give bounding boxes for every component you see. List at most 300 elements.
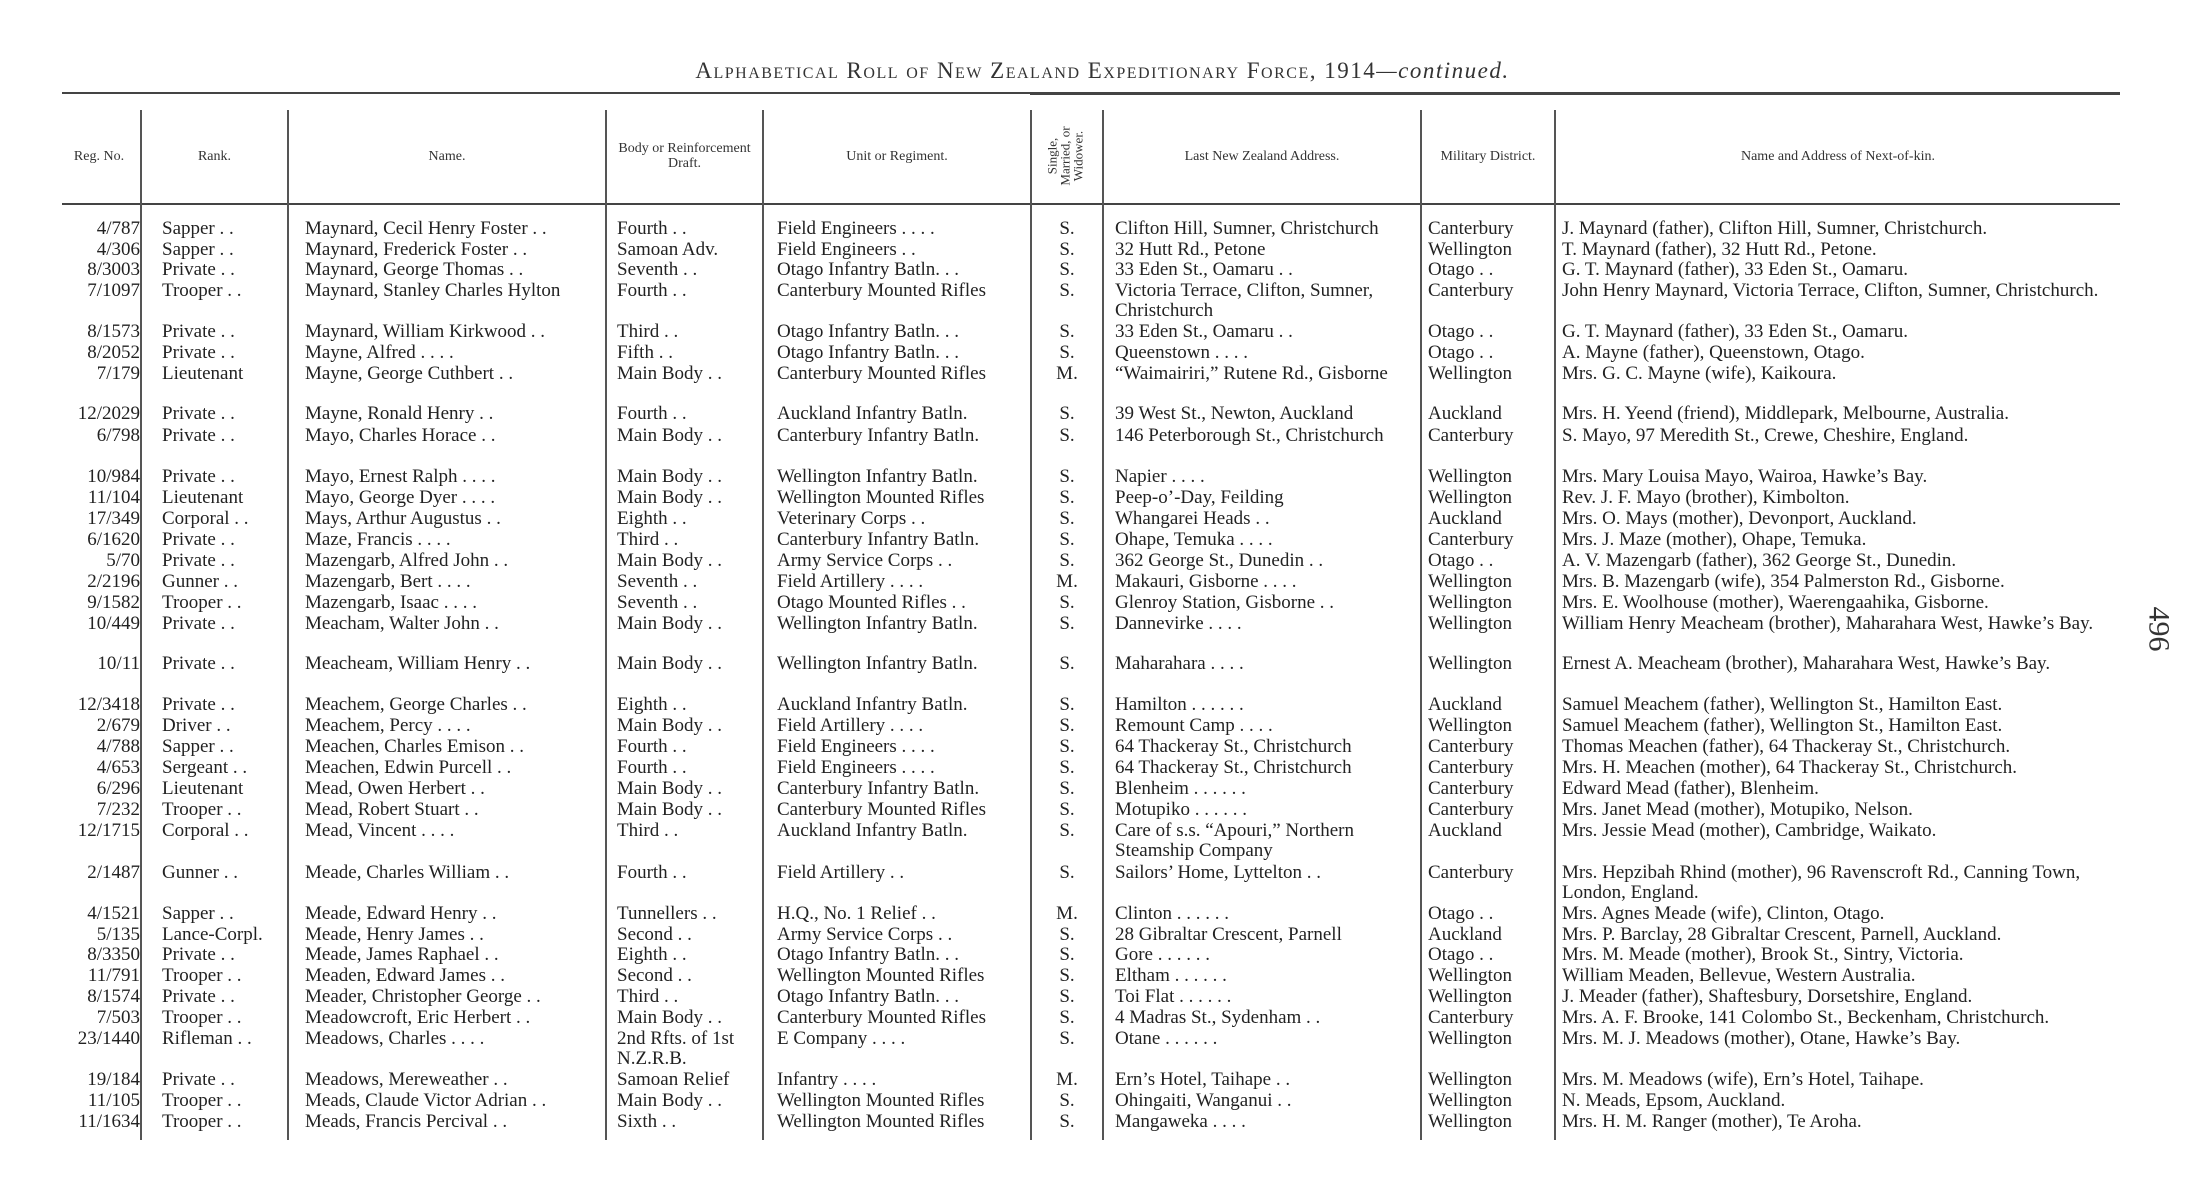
cell-unit: Canterbury Infantry Batln. bbox=[777, 529, 980, 550]
cell-reg-no: 5/135 bbox=[96, 924, 140, 945]
cell-marital-status: S. bbox=[1059, 508, 1075, 529]
cell-district: Auckland bbox=[1428, 508, 1502, 529]
cell-address: Napier . . . . bbox=[1115, 466, 1205, 487]
cell-next-of-kin: Mrs. Hepzibah Rhind (mother), 96 Ravenscroft Rd., Canning Town, London, England. bbox=[1562, 862, 2085, 903]
header-rank: Rank. bbox=[197, 148, 232, 164]
cell-reg-no: 11/1634 bbox=[78, 1111, 140, 1132]
cell-body-draft: Seventh . . bbox=[617, 592, 698, 613]
cell-reg-no: 10/11 bbox=[97, 653, 140, 674]
cell-body-draft: Eighth . . bbox=[617, 694, 687, 715]
cell-marital-status: S. bbox=[1059, 321, 1075, 342]
cell-body-draft: Main Body . . bbox=[617, 778, 723, 799]
cell-name: Mayo, Charles Horace . . bbox=[305, 425, 496, 446]
cell-next-of-kin: Mrs. B. Mazengarb (wife), 354 Palmerston Rd., Gisborne. bbox=[1562, 571, 2005, 592]
cell-next-of-kin: S. Mayo, 97 Meredith St., Crewe, Cheshire, England. bbox=[1562, 425, 1969, 446]
cell-rank: Gunner . . bbox=[162, 571, 238, 592]
cell-rank: Trooper . . bbox=[162, 965, 242, 986]
cell-rank: Driver . . bbox=[162, 715, 231, 736]
page-title-suffix: —continued. bbox=[1376, 58, 1510, 83]
cell-district: Canterbury bbox=[1428, 218, 1514, 239]
cell-next-of-kin: A. V. Mazengarb (father), 362 George St., Dunedin. bbox=[1562, 550, 1957, 571]
cell-name: Meade, James Raphael . . bbox=[305, 944, 499, 965]
cell-reg-no: 7/1097 bbox=[87, 280, 140, 301]
cell-body-draft: Third . . bbox=[617, 321, 679, 342]
cell-marital-status: S. bbox=[1059, 820, 1075, 841]
cell-marital-status: S. bbox=[1059, 342, 1075, 363]
cell-district: Canterbury bbox=[1428, 1007, 1514, 1028]
cell-address: Makauri, Gisborne . . . . bbox=[1115, 571, 1297, 592]
cell-address: Blenheim . . . . . . bbox=[1115, 778, 1246, 799]
cell-body-draft: Fourth . . bbox=[617, 757, 687, 778]
cell-next-of-kin: Samuel Meachem (father), Wellington St., Hamilton East. bbox=[1562, 694, 2003, 715]
cell-next-of-kin: Mrs. M. Meade (mother), Brook St., Sintry, Victoria. bbox=[1562, 944, 1964, 965]
cell-next-of-kin: Mrs. H. Meachen (mother), 64 Thackeray St., Christchurch. bbox=[1562, 757, 2017, 778]
cell-name: Mayo, George Dyer . . . . bbox=[305, 487, 496, 508]
cell-district: Otago . . bbox=[1428, 342, 1494, 363]
cell-address: Remount Camp . . . . bbox=[1115, 715, 1273, 736]
cell-body-draft: Main Body . . bbox=[617, 425, 723, 446]
cell-body-draft: Main Body . . bbox=[617, 487, 723, 508]
cell-district: Auckland bbox=[1428, 820, 1502, 841]
cell-rank: Sapper . . bbox=[162, 736, 234, 757]
cell-next-of-kin: Thomas Meachen (father), 64 Thackeray St., Christchurch. bbox=[1562, 736, 2011, 757]
cell-next-of-kin: Mrs. G. C. Mayne (wife), Kaikoura. bbox=[1562, 363, 1837, 384]
header-status-text: Single, Married, or Widower. bbox=[1044, 126, 1086, 186]
cell-unit: Wellington Mounted Rifles bbox=[777, 965, 985, 986]
cell-reg-no: 19/184 bbox=[87, 1069, 140, 1090]
cell-name: Mayo, Ernest Ralph . . . . bbox=[305, 466, 496, 487]
cell-address: Eltham . . . . . . bbox=[1115, 965, 1227, 986]
cell-marital-status: S. bbox=[1059, 487, 1075, 508]
cell-district: Otago . . bbox=[1428, 259, 1494, 280]
cell-next-of-kin: Mrs. J. Maze (mother), Ohape, Temuka. bbox=[1562, 529, 1867, 550]
cell-rank: Private . . bbox=[162, 403, 235, 424]
cell-name: Meade, Charles William . . bbox=[305, 862, 510, 883]
cell-reg-no: 7/503 bbox=[96, 1007, 140, 1028]
cell-marital-status: S. bbox=[1059, 218, 1075, 239]
cell-next-of-kin: Mrs. P. Barclay, 28 Gibraltar Crescent, Parnell, Auckland. bbox=[1562, 924, 2002, 945]
cell-marital-status: S. bbox=[1059, 965, 1075, 986]
cell-district: Canterbury bbox=[1428, 778, 1514, 799]
cell-marital-status: M. bbox=[1056, 363, 1078, 384]
cell-address: 146 Peterborough St., Christchurch bbox=[1115, 425, 1384, 446]
cell-district: Wellington bbox=[1428, 239, 1512, 260]
cell-rank: Rifleman . . bbox=[162, 1028, 252, 1049]
cell-marital-status: S. bbox=[1059, 280, 1075, 301]
cell-name: Mead, Robert Stuart . . bbox=[305, 799, 479, 820]
cell-next-of-kin: Mrs. E. Woolhouse (mother), Waerengaahika, Gisborne. bbox=[1562, 592, 1989, 613]
cell-district: Wellington bbox=[1428, 1090, 1512, 1111]
cell-district: Otago . . bbox=[1428, 321, 1494, 342]
cell-district: Wellington bbox=[1428, 1111, 1512, 1132]
cell-name: Meaden, Edward James . . bbox=[305, 965, 505, 986]
cell-body-draft: Samoan Adv. bbox=[617, 239, 719, 260]
cell-name: Mazengarb, Bert . . . . bbox=[305, 571, 471, 592]
cell-reg-no: 7/179 bbox=[96, 363, 140, 384]
cell-rank: Private . . bbox=[162, 259, 235, 280]
cell-marital-status: S. bbox=[1059, 425, 1075, 446]
cell-unit: Field Artillery . . . . bbox=[777, 715, 924, 736]
cell-marital-status: S. bbox=[1059, 862, 1075, 883]
cell-district: Canterbury bbox=[1428, 425, 1514, 446]
cell-address: Maharahara . . . . bbox=[1115, 653, 1244, 674]
cell-district: Otago . . bbox=[1428, 903, 1494, 924]
cell-reg-no: 17/349 bbox=[87, 508, 140, 529]
cell-reg-no: 2/679 bbox=[96, 715, 140, 736]
cell-address: Otane . . . . . . bbox=[1115, 1028, 1218, 1049]
cell-body-draft: Eighth . . bbox=[617, 508, 687, 529]
cell-reg-no: 10/449 bbox=[87, 613, 140, 634]
cell-unit: Canterbury Mounted Rifles bbox=[777, 280, 986, 301]
cell-body-draft: Sixth . . bbox=[617, 1111, 677, 1132]
cell-district: Auckland bbox=[1428, 694, 1502, 715]
cell-rank: Private . . bbox=[162, 944, 235, 965]
cell-rank: Trooper . . bbox=[162, 1007, 242, 1028]
cell-reg-no: 6/1620 bbox=[87, 529, 140, 550]
cell-unit: Otago Infantry Batln. . . bbox=[777, 321, 960, 342]
cell-name: Mazengarb, Isaac . . . . bbox=[305, 592, 477, 613]
cell-address: Ohape, Temuka . . . . bbox=[1115, 529, 1273, 550]
cell-next-of-kin: Mrs. A. F. Brooke, 141 Colombo St., Beckenham, Christchurch. bbox=[1562, 1007, 2050, 1028]
cell-name: Meachem, George Charles . . bbox=[305, 694, 527, 715]
cell-name: Mazengarb, Alfred John . . bbox=[305, 550, 509, 571]
cell-marital-status: S. bbox=[1059, 924, 1075, 945]
cell-next-of-kin: Mrs. Janet Mead (mother), Motupiko, Nelson. bbox=[1562, 799, 1913, 820]
cell-body-draft: Main Body . . bbox=[617, 799, 723, 820]
cell-address: “Waimairiri,” Rutene Rd., Gisborne bbox=[1115, 363, 1388, 384]
cell-unit: Canterbury Mounted Rifles bbox=[777, 363, 986, 384]
cell-rank: Private . . bbox=[162, 529, 235, 550]
cell-address: Dannevirke . . . . bbox=[1115, 613, 1242, 634]
cell-unit: Veterinary Corps . . bbox=[777, 508, 926, 529]
cell-unit: Auckland Infantry Batln. bbox=[777, 694, 968, 715]
cell-reg-no: 7/232 bbox=[96, 799, 140, 820]
cell-name: Meade, Edward Henry . . bbox=[305, 903, 497, 924]
cell-district: Canterbury bbox=[1428, 757, 1514, 778]
cell-body-draft: Main Body . . bbox=[617, 1090, 723, 1111]
cell-rank: Trooper . . bbox=[162, 1090, 242, 1111]
cell-name: Mays, Arthur Augustus . . bbox=[305, 508, 501, 529]
cell-marital-status: S. bbox=[1059, 944, 1075, 965]
cell-address: 39 West St., Newton, Auckland bbox=[1115, 403, 1354, 424]
cell-body-draft: Fourth . . bbox=[617, 403, 687, 424]
cell-name: Meade, Henry James . . bbox=[305, 924, 484, 945]
cell-next-of-kin: Rev. J. F. Mayo (brother), Kimbolton. bbox=[1562, 487, 1850, 508]
cell-rank: Private . . bbox=[162, 694, 235, 715]
cell-name: Mayne, Alfred . . . . bbox=[305, 342, 454, 363]
cell-address: 33 Eden St., Oamaru . . bbox=[1115, 259, 1293, 280]
cell-marital-status: S. bbox=[1059, 550, 1075, 571]
header-body-draft: Body or Reinforcement Draft. bbox=[618, 141, 751, 171]
cell-rank: Lieutenant bbox=[162, 778, 244, 799]
cell-rank: Sapper . . bbox=[162, 239, 234, 260]
cell-name: Meadows, Mereweather . . bbox=[305, 1069, 508, 1090]
cell-address: 4 Madras St., Sydenham . . bbox=[1115, 1007, 1321, 1028]
cell-marital-status: S. bbox=[1059, 239, 1075, 260]
header-kin: Name and Address of Next-of-kin. bbox=[1740, 148, 1935, 164]
cell-unit: Wellington Infantry Batln. bbox=[777, 653, 978, 674]
cell-rank: Private . . bbox=[162, 550, 235, 571]
cell-body-draft: Seventh . . bbox=[617, 571, 698, 592]
cell-marital-status: M. bbox=[1056, 1069, 1078, 1090]
header-district: Military District. bbox=[1440, 148, 1536, 164]
cell-district: Wellington bbox=[1428, 613, 1512, 634]
cell-name: Maynard, Cecil Henry Foster . . bbox=[305, 218, 547, 239]
cell-district: Auckland bbox=[1428, 403, 1502, 424]
cell-marital-status: S. bbox=[1059, 757, 1075, 778]
cell-address: Sailors’ Home, Lyttelton . . bbox=[1115, 862, 1321, 883]
cell-body-draft: Seventh . . bbox=[617, 259, 698, 280]
cell-unit: Wellington Mounted Rifles bbox=[777, 1090, 985, 1111]
cell-reg-no: 4/787 bbox=[96, 218, 140, 239]
cell-address: 32 Hutt Rd., Petone bbox=[1115, 239, 1266, 260]
cell-body-draft: Main Body . . bbox=[617, 550, 723, 571]
cell-reg-no: 6/296 bbox=[96, 778, 140, 799]
cell-unit: Canterbury Infantry Batln. bbox=[777, 778, 980, 799]
cell-name: Meads, Francis Percival . . bbox=[305, 1111, 508, 1132]
cell-reg-no: 4/788 bbox=[96, 736, 140, 757]
cell-body-draft: Main Body . . bbox=[617, 466, 723, 487]
cell-marital-status: S. bbox=[1059, 403, 1075, 424]
cell-marital-status: S. bbox=[1059, 986, 1075, 1007]
cell-address: Motupiko . . . . . . bbox=[1115, 799, 1247, 820]
cell-body-draft: Third . . bbox=[617, 986, 679, 1007]
cell-district: Wellington bbox=[1428, 653, 1512, 674]
cell-marital-status: M. bbox=[1056, 903, 1078, 924]
cell-rank: Private . . bbox=[162, 342, 235, 363]
cell-rank: Lance-Corpl. bbox=[162, 924, 263, 945]
cell-body-draft: Eighth . . bbox=[617, 944, 687, 965]
cell-next-of-kin: J. Meader (father), Shaftesbury, Dorsetshire, England. bbox=[1562, 986, 1973, 1007]
cell-reg-no: 12/1715 bbox=[77, 820, 140, 841]
cell-name: Maynard, Frederick Foster . . bbox=[305, 239, 528, 260]
cell-district: Wellington bbox=[1428, 487, 1512, 508]
cell-reg-no: 10/984 bbox=[87, 466, 140, 487]
cell-next-of-kin: Mrs. Agnes Meade (wife), Clinton, Otago. bbox=[1562, 903, 1885, 924]
cell-rank: Sapper . . bbox=[162, 218, 234, 239]
cell-marital-status: S. bbox=[1059, 259, 1075, 280]
cell-next-of-kin: G. T. Maynard (father), 33 Eden St., Oamaru. bbox=[1562, 259, 1908, 280]
cell-address: Hamilton . . . . . . bbox=[1115, 694, 1244, 715]
cell-unit: Field Engineers . . bbox=[777, 239, 916, 260]
cell-marital-status: S. bbox=[1059, 715, 1075, 736]
cell-unit: Otago Infantry Batln. . . bbox=[777, 944, 960, 965]
cell-unit: Wellington Mounted Rifles bbox=[777, 1111, 985, 1132]
cell-unit: Army Service Corps . . bbox=[777, 924, 953, 945]
cell-district: Wellington bbox=[1428, 592, 1512, 613]
cell-address: 64 Thackeray St., Christchurch bbox=[1115, 757, 1352, 778]
cell-marital-status: S. bbox=[1059, 799, 1075, 820]
cell-unit: Otago Infantry Batln. . . bbox=[777, 342, 960, 363]
header-reg-no: Reg. No. bbox=[73, 148, 125, 164]
cell-name: Maze, Francis . . . . bbox=[305, 529, 451, 550]
cell-address: Peep-o’-Day, Feilding bbox=[1115, 487, 1284, 508]
cell-unit: Wellington Infantry Batln. bbox=[777, 466, 978, 487]
cell-rank: Trooper . . bbox=[162, 592, 242, 613]
cell-next-of-kin: Mrs. H. Yeend (friend), Middlepark, Melbourne, Australia. bbox=[1562, 403, 2009, 424]
cell-address: Ern’s Hotel, Taihape . . bbox=[1115, 1069, 1291, 1090]
cell-marital-status: S. bbox=[1059, 1090, 1075, 1111]
cell-body-draft: Second . . bbox=[617, 965, 692, 986]
cell-unit: Otago Mounted Rifles . . bbox=[777, 592, 966, 613]
cell-next-of-kin: Mrs. Mary Louisa Mayo, Wairoa, Hawke’s Bay. bbox=[1562, 466, 1928, 487]
cell-address: Toi Flat . . . . . . bbox=[1115, 986, 1232, 1007]
cell-district: Otago . . bbox=[1428, 944, 1494, 965]
cell-unit: Infantry . . . . bbox=[777, 1069, 877, 1090]
cell-address: Victoria Terrace, Clifton, Sumner, Christchurch bbox=[1115, 280, 1378, 321]
cell-reg-no: 8/3350 bbox=[87, 944, 140, 965]
cell-marital-status: S. bbox=[1059, 1111, 1075, 1132]
cell-next-of-kin: Mrs. M. Meadows (wife), Ern’s Hotel, Taihape. bbox=[1562, 1069, 1924, 1090]
cell-unit: Canterbury Mounted Rifles bbox=[777, 799, 986, 820]
cell-district: Canterbury bbox=[1428, 799, 1514, 820]
cell-unit: Auckland Infantry Batln. bbox=[777, 403, 968, 424]
cell-reg-no: 11/105 bbox=[87, 1090, 140, 1111]
cell-body-draft: Main Body . . bbox=[617, 715, 723, 736]
cell-next-of-kin: Samuel Meachem (father), Wellington St., Hamilton East. bbox=[1562, 715, 2003, 736]
cell-name: Meadows, Charles . . . . bbox=[305, 1028, 485, 1049]
cell-rank: Private . . bbox=[162, 1069, 235, 1090]
cell-body-draft: Main Body . . bbox=[617, 653, 723, 674]
cell-name: Maynard, William Kirkwood . . bbox=[305, 321, 546, 342]
cell-name: Meachen, Edwin Purcell . . bbox=[305, 757, 512, 778]
cell-body-draft: Main Body . . bbox=[617, 613, 723, 634]
cell-reg-no: 12/3418 bbox=[77, 694, 140, 715]
cell-reg-no: 8/1574 bbox=[87, 986, 140, 1007]
cell-marital-status: S. bbox=[1059, 778, 1075, 799]
cell-district: Canterbury bbox=[1428, 529, 1514, 550]
cell-unit: Field Engineers . . . . bbox=[777, 736, 935, 757]
cell-name: Meachen, Charles Emison . . bbox=[305, 736, 524, 757]
cell-rank: Gunner . . bbox=[162, 862, 238, 883]
cell-next-of-kin: John Henry Maynard, Victoria Terrace, Clifton, Sumner, Christchurch. bbox=[1562, 280, 2099, 301]
cell-body-draft: Tunnellers . . bbox=[617, 903, 717, 924]
header-address: Last New Zealand Address. bbox=[1184, 148, 1340, 164]
cell-reg-no: 2/2196 bbox=[87, 571, 140, 592]
cell-marital-status: S. bbox=[1059, 466, 1075, 487]
cell-address: 64 Thackeray St., Christchurch bbox=[1115, 736, 1352, 757]
cell-name: Maynard, Stanley Charles Hylton bbox=[305, 280, 561, 301]
cell-name: Meadowcroft, Eric Herbert . . bbox=[305, 1007, 531, 1028]
cell-body-draft: Third . . bbox=[617, 820, 679, 841]
cell-address: Mangaweka . . . . bbox=[1115, 1111, 1246, 1132]
cell-marital-status: M. bbox=[1056, 571, 1078, 592]
cell-reg-no: 8/2052 bbox=[87, 342, 140, 363]
cell-unit: Field Artillery . . bbox=[777, 862, 905, 883]
cell-name: Maynard, George Thomas . . bbox=[305, 259, 524, 280]
cell-next-of-kin: Mrs. Jessie Mead (mother), Cambridge, Waikato. bbox=[1562, 820, 1937, 841]
cell-name: Mead, Owen Herbert . . bbox=[305, 778, 485, 799]
cell-next-of-kin: William Meaden, Bellevue, Western Australia. bbox=[1562, 965, 1916, 986]
cell-marital-status: S. bbox=[1059, 736, 1075, 757]
cell-marital-status: S. bbox=[1059, 592, 1075, 613]
cell-unit: Wellington Infantry Batln. bbox=[777, 613, 978, 634]
cell-rank: Corporal . . bbox=[162, 820, 249, 841]
cell-address: Glenroy Station, Gisborne . . bbox=[1115, 592, 1335, 613]
cell-address: 362 George St., Dunedin . . bbox=[1115, 550, 1324, 571]
cell-rank: Private . . bbox=[162, 321, 235, 342]
cell-unit: Field Engineers . . . . bbox=[777, 757, 935, 778]
cell-unit: Wellington Mounted Rifles bbox=[777, 487, 985, 508]
cell-body-draft: Samoan Relief bbox=[617, 1069, 730, 1090]
cell-next-of-kin: Mrs. H. M. Ranger (mother), Te Aroha. bbox=[1562, 1111, 1862, 1132]
cell-body-draft: 2nd Rfts. of 1st N.Z.R.B. bbox=[617, 1028, 739, 1069]
cell-body-draft: Third . . bbox=[617, 529, 679, 550]
cell-reg-no: 4/653 bbox=[96, 757, 140, 778]
cell-reg-no: 12/2029 bbox=[77, 403, 140, 424]
page-number: 496 bbox=[2142, 606, 2176, 652]
cell-unit: Canterbury Infantry Batln. bbox=[777, 425, 980, 446]
cell-rank: Sergeant . . bbox=[162, 757, 248, 778]
cell-address: 33 Eden St., Oamaru . . bbox=[1115, 321, 1293, 342]
cell-name: Meacheam, William Henry . . bbox=[305, 653, 531, 674]
cell-unit: Canterbury Mounted Rifles bbox=[777, 1007, 986, 1028]
cell-name: Mayne, George Cuthbert . . bbox=[305, 363, 514, 384]
cell-address: Gore . . . . . . bbox=[1115, 944, 1210, 965]
cell-next-of-kin: Ernest A. Meacheam (brother), Maharahara West, Hawke’s Bay. bbox=[1562, 653, 2051, 674]
cell-body-draft: Main Body . . bbox=[617, 363, 723, 384]
cell-unit: E Company . . . . bbox=[777, 1028, 906, 1049]
cell-unit: Auckland Infantry Batln. bbox=[777, 820, 968, 841]
cell-rank: Lieutenant bbox=[162, 363, 244, 384]
cell-unit: Field Artillery . . . . bbox=[777, 571, 924, 592]
cell-district: Wellington bbox=[1428, 363, 1512, 384]
cell-district: Wellington bbox=[1428, 715, 1512, 736]
cell-marital-status: S. bbox=[1059, 1028, 1075, 1049]
cell-next-of-kin: Mrs. M. J. Meadows (mother), Otane, Hawke’s Bay. bbox=[1562, 1028, 1961, 1049]
cell-rank: Sapper . . bbox=[162, 903, 234, 924]
cell-rank: Lieutenant bbox=[162, 487, 244, 508]
cell-rank: Trooper . . bbox=[162, 1111, 242, 1132]
cell-reg-no: 6/798 bbox=[96, 425, 140, 446]
cell-name: Mayne, Ronald Henry . . bbox=[305, 403, 494, 424]
cell-next-of-kin: A. Mayne (father), Queenstown, Otago. bbox=[1562, 342, 1865, 363]
cell-next-of-kin: G. T. Maynard (father), 33 Eden St., Oamaru. bbox=[1562, 321, 1908, 342]
cell-address: Care of s.s. “Apouri,” Northern Steamship Company bbox=[1115, 820, 1359, 861]
cell-rank: Private . . bbox=[162, 986, 235, 1007]
cell-reg-no: 8/3003 bbox=[87, 259, 140, 280]
cell-name: Meachem, Percy . . . . bbox=[305, 715, 471, 736]
cell-rank: Trooper . . bbox=[162, 280, 242, 301]
cell-address: Ohingaiti, Wanganui . . bbox=[1115, 1090, 1292, 1111]
cell-unit: Field Engineers . . . . bbox=[777, 218, 935, 239]
cell-unit: Army Service Corps . . bbox=[777, 550, 953, 571]
cell-next-of-kin: Edward Mead (father), Blenheim. bbox=[1562, 778, 1819, 799]
cell-unit: Otago Infantry Batln. . . bbox=[777, 259, 960, 280]
cell-district: Canterbury bbox=[1428, 736, 1514, 757]
cell-district: Wellington bbox=[1428, 986, 1512, 1007]
cell-unit: Otago Infantry Batln. . . bbox=[777, 986, 960, 1007]
cell-marital-status: S. bbox=[1059, 1007, 1075, 1028]
cell-body-draft: Fourth . . bbox=[617, 280, 687, 301]
cell-district: Wellington bbox=[1428, 466, 1512, 487]
cell-marital-status: S. bbox=[1059, 653, 1075, 674]
cell-body-draft: Fifth . . bbox=[617, 342, 673, 363]
cell-district: Wellington bbox=[1428, 965, 1512, 986]
cell-address: Queenstown . . . . bbox=[1115, 342, 1248, 363]
cell-district: Wellington bbox=[1428, 1028, 1512, 1049]
cell-body-draft: Fourth . . bbox=[617, 218, 687, 239]
header-name: Name. bbox=[428, 148, 466, 164]
cell-body-draft: Main Body . . bbox=[617, 1007, 723, 1028]
cell-reg-no: 11/791 bbox=[87, 965, 140, 986]
cell-marital-status: S. bbox=[1059, 613, 1075, 634]
cell-rank: Private . . bbox=[162, 425, 235, 446]
cell-reg-no: 23/1440 bbox=[77, 1028, 140, 1049]
cell-district: Canterbury bbox=[1428, 862, 1514, 883]
cell-body-draft: Second . . bbox=[617, 924, 692, 945]
cell-district: Auckland bbox=[1428, 924, 1502, 945]
